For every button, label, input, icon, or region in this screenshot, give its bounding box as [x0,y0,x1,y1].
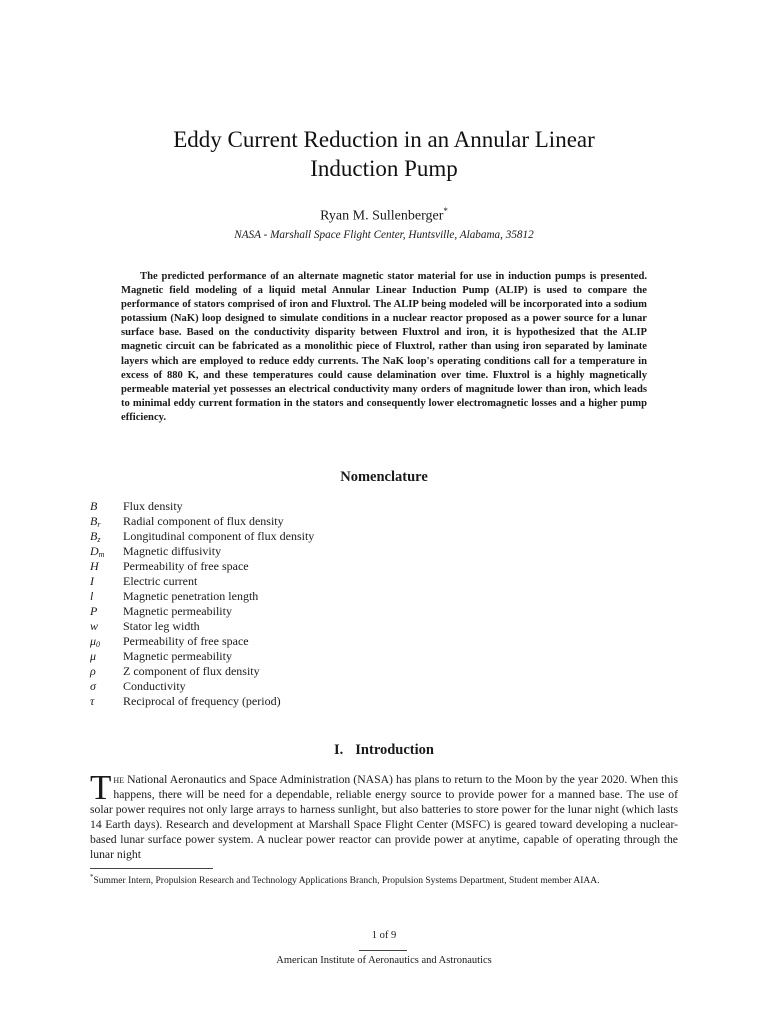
abstract-text: The predicted performance of an alternate magnetic stator material for use in induction pumps is presented. Magnetic field modeling of a liquid metal Annular Linear Induction Pump (ALIP) is used to compare the performance of stators comprised of iron and Fluxtrol. The ALIP being modeled will be incorporated into a sodium potassium (NaK) loop designed to simulate conditions in a nuclear reactor proposed as a power source for a lunar surface base. Based on the conductivity disparity between Fluxtrol and iron, it is hypothesized that the ALIP magnetic circuit can be fabricated as a monolithic piece of Fluxtrol, rather than using iron separated by laminate layers which are employed to reduce eddy currents. The NaK loop's operating conditions call for a temperature in excess of 880 K, and these temperatures could cause delamination over time. Fluxtrol is a highly magnetically permeable material yet possesses an electrical conductivity many orders of magnitude lower than iron, which leads to minimal eddy current formation in the stators and consequently lower electromagnetic losses and a higher pump efficiency. [121,271,647,423]
symbol-base: μ [90,634,97,648]
symbol-base: w [90,619,99,633]
footnote [90,871,678,888]
symbol-base: l [90,589,94,603]
symbol-base: σ [90,679,96,693]
nomenclature-description: Magnetic penetration length [123,589,259,603]
nomenclature-symbol [90,514,123,529]
footnote-marker: * [90,873,94,881]
introduction-body [90,768,678,862]
nomenclature-symbol [90,574,123,589]
footnote-divider [90,868,213,869]
section-heading-introduction [0,742,768,759]
nomenclature-row [90,664,490,679]
nomenclature-description: Longitudinal component of flux density [123,529,315,543]
introduction-paragraph [90,768,678,862]
abstract [121,270,647,425]
nomenclature-description: Magnetic permeability [123,649,232,663]
nomenclature-row [90,559,490,574]
nomenclature-heading: Nomenclature [340,469,428,485]
title-line-2: Induction Pump [310,156,458,181]
nomenclature-list [90,499,490,709]
nomenclature-description: Electric current [123,574,198,588]
symbol-base: ρ [90,664,96,678]
nomenclature-description: Reciprocal of frequency (period) [123,694,281,708]
nomenclature-row [90,499,490,514]
nomenclature-description: Stator leg width [123,619,200,633]
nomenclature-row [90,649,490,664]
symbol-base: μ [90,649,97,663]
nomenclature-row [90,589,490,604]
nomenclature-symbol [90,499,123,514]
page-number: 1 of 9 [371,930,397,941]
introduction-text: National Aeronautics and Space Administration (NASA) has plans to return to the Moon by the year 2020. When this happens, there will be need for a dependable, reliable energy source to provide power for a manned base. The use of solar power requires not only large arrays to harness sunlight, but also batteries to store power for the lunar night (which lasts 14 Earth days). Research and development at Marshall Space Flight Center (MSFC) is geared toward developing a nuclear-based lunar surface power system. A nuclear power reactor can provide power at anytime, capable of operating through the lunar night [90,773,678,861]
nomenclature-description: Z component of flux density [123,664,260,678]
author-footnote-marker: * [443,206,448,216]
nomenclature-row [90,694,490,709]
nomenclature-row [90,544,490,559]
author-line [0,206,768,225]
nomenclature-row [90,514,490,529]
symbol-base: I [90,574,94,588]
nomenclature-symbol [90,529,123,544]
author-name: Ryan M. Sullenberger [320,208,444,224]
section-number: I. [334,742,344,758]
footer-organization: American Institute of Aeronautics and Astronautics [276,955,492,966]
nomenclature-symbol [90,694,123,709]
symbol-base: B [90,514,98,528]
paper-title [0,125,768,183]
nomenclature-row [90,529,490,544]
symbol-subscript: m [98,550,105,559]
nomenclature-description: Flux density [123,499,183,513]
title-line-1: Eddy Current Reduction in an Annular Linear [173,127,595,152]
nomenclature-description: Conductivity [123,679,186,693]
footnote-text: Summer Intern, Propulsion Research and Technology Applications Branch, Propulsion Systems Department, Student member AIAA. [93,876,600,887]
symbol-subscript: z [97,535,101,544]
nomenclature-row [90,679,490,694]
nomenclature-symbol [90,544,123,559]
nomenclature-symbol [90,589,123,604]
nomenclature-row [90,619,490,634]
nomenclature-row [90,574,490,589]
symbol-base: B [90,529,98,543]
nomenclature-symbol [90,664,123,679]
nomenclature-description: Radial component of flux density [123,514,284,528]
nomenclature-symbol [90,649,123,664]
nomenclature-description: Permeability of free space [123,634,249,648]
symbol-base: P [90,604,98,618]
nomenclature-description: Magnetic permeability [123,604,232,618]
symbol-subscript: r [97,520,101,529]
nomenclature-description: Permeability of free space [123,559,249,573]
nomenclature-row [90,604,490,619]
symbol-base: D [90,544,99,558]
nomenclature-symbol [90,604,123,619]
symbol-base: τ [90,694,95,708]
symbol-subscript: 0 [96,640,101,649]
page-number-divider [359,950,407,951]
symbol-base: B [90,499,98,513]
nomenclature-symbol [90,619,123,634]
lead-smallcaps: he [113,773,125,786]
section-title: Introduction [355,742,434,758]
nomenclature-symbol [90,559,123,574]
nomenclature-symbol [90,634,123,649]
nomenclature-symbol [90,679,123,694]
author-affiliation: NASA - Marshall Space Flight Center, Huntsville, Alabama, 35812 [234,229,534,241]
nomenclature-row [90,634,490,649]
drop-cap: T [90,768,112,807]
nomenclature-description: Magnetic diffusivity [123,544,222,558]
symbol-base: H [90,559,99,573]
